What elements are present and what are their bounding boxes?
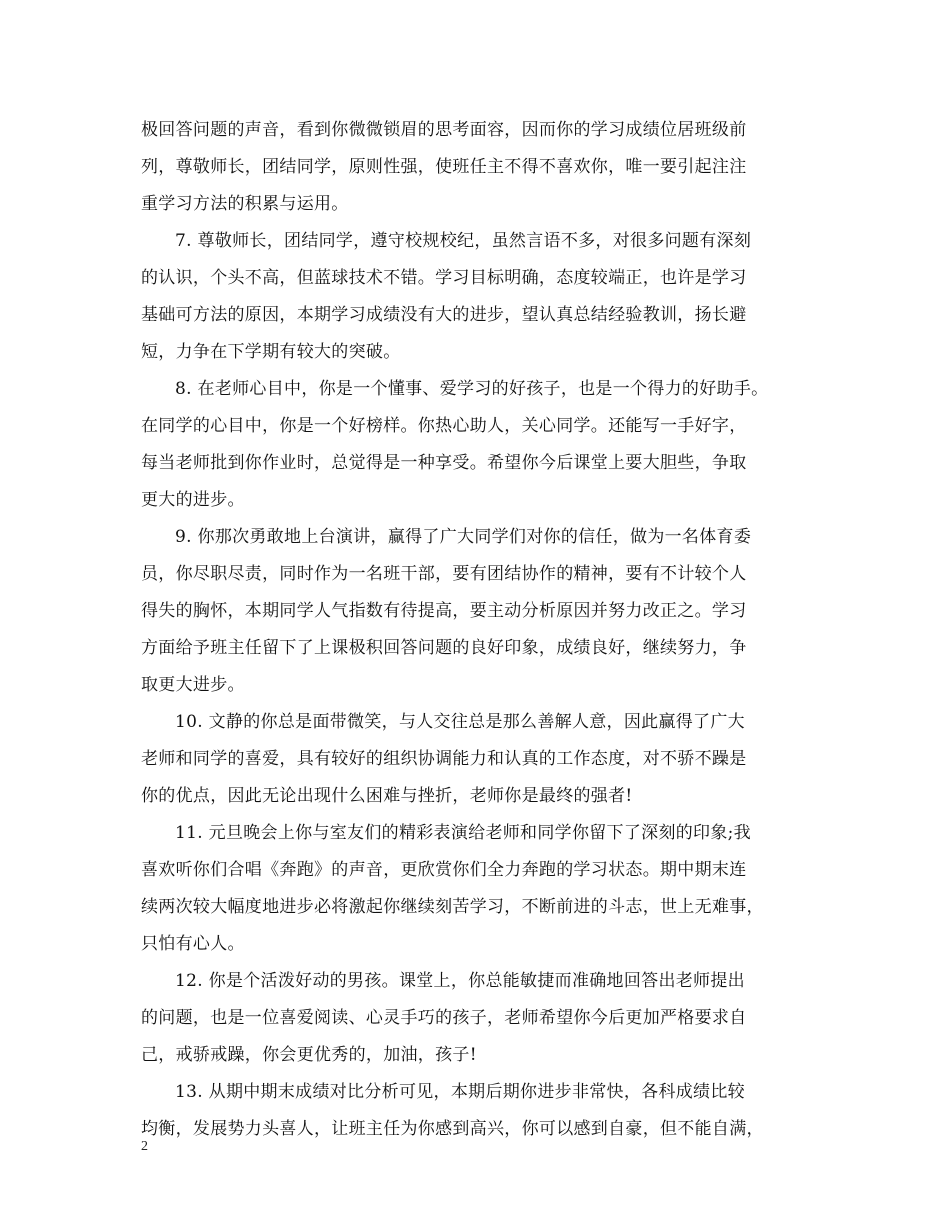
paragraph-7-start: 7. 尊敬师长，团结同学，遵守校规校纪，虽然言语不多，对很多问题有深刻 [175, 231, 752, 251]
paragraph-10-start: 10. 文静的你总是面带微笑，与人交往总是那么善解人意，因此赢得了广大 [175, 712, 745, 732]
paragraph-8-start: 8. 在老师心目中，你是一个懂事、爱学习的好孩子，也是一个得力的好助手。 [175, 379, 769, 399]
text-line: 喜欢听你们合唱《奔跑》的声音，更欣赏你们全力奔跑的学习状态。期中期末连 [141, 860, 747, 880]
text-line: 得失的胸怀，本期同学人气指数有待提高，要主动分析原因并努力改正之。学习 [141, 601, 747, 621]
text-line: 老师和同学的喜爱，具有较好的组织协调能力和认真的工作态度，对不骄不躁是 [141, 749, 747, 769]
text-line: 己，戒骄戒躁，你会更优秀的，加油，孩子! [141, 1045, 477, 1065]
text-line: 列，尊敬师长，团结同学，原则性强，使班任主不得不喜欢你，唯一要引起注注 [141, 157, 747, 177]
text-line: 均衡，发展势力头喜人，让班主任为你感到高兴，你可以感到自豪，但不能自满， [141, 1119, 764, 1139]
text-line: 只怕有心人。 [141, 934, 245, 954]
paragraph-11-start: 11. 元旦晚会上你与室友们的精彩表演给老师和同学你留下了深刻的印象;我 [175, 823, 751, 843]
text-line: 重学习方法的积累与运用。 [141, 194, 349, 214]
text-line: 每当老师批到你作业时，总觉得是一种享受。希望你今后课堂上要大胆些，争取 [141, 453, 747, 473]
paragraph-13-start: 13. 从期中期末成绩对比分析可见，本期后期你进步非常快，各科成绩比较 [175, 1082, 745, 1102]
text-line: 更大的进步。 [141, 490, 245, 510]
text-line: 基础可方法的原因，本期学习成绩没有大的进步，望认真总结经验教训，扬长避 [141, 305, 747, 325]
text-line: 短，力争在下学期有较大的突破。 [141, 342, 401, 362]
text-line: 员，你尽职尽责，同时作为一名班干部，要有团结协作的精神，要有不计较个人 [141, 564, 747, 584]
text-line: 续两次较大幅度地进步必将激起你继续刻苦学习，不断前进的斗志，世上无难事， [141, 897, 764, 917]
text-line: 在同学的心目中，你是一个好榜样。你热心助人，关心同学。还能写一手好字， [141, 416, 747, 436]
page-number: 2 [141, 1139, 148, 1154]
text-line: 方面给予班主任留下了上课极积回答问题的良好印象，成绩良好，继续努力，争 [141, 638, 747, 658]
text-line: 极回答问题的声音，看到你微微锁眉的思考面容，因而你的学习成绩位居班级前 [141, 120, 747, 140]
text-line: 你的优点，因此无论出现什么困难与挫折，老师你是最终的强者! [141, 786, 633, 806]
text-line: 取更大进步。 [141, 675, 245, 695]
paragraph-9-start: 9. 你那次勇敢地上台演讲，赢得了广大同学们对你的信任，做为一名体育委 [175, 527, 752, 547]
text-line: 的认识，个头不高，但蓝球技术不错。学习目标明确，态度较端正，也许是学习 [141, 268, 747, 288]
text-line: 的问题，也是一位喜爱阅读、心灵手巧的孩子，老师希望你今后更加严格要求自 [141, 1008, 747, 1028]
paragraph-12-start: 12. 你是个活泼好动的男孩。课堂上，你总能敏捷而准确地回答出老师提出 [175, 971, 745, 991]
